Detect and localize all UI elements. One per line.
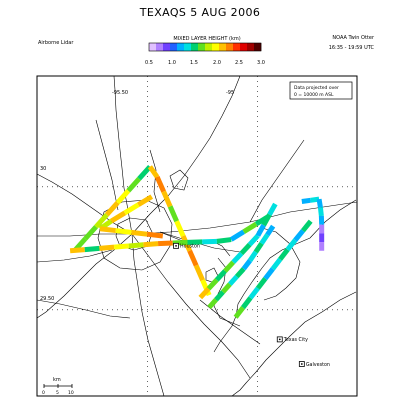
colorbar	[149, 43, 261, 51]
colorbar-swatch	[198, 43, 205, 51]
scale-unit: km	[53, 377, 61, 383]
track-segment	[85, 248, 100, 249]
colorbar-swatch	[254, 43, 261, 51]
map-note-box	[290, 82, 352, 99]
colorbar-swatch	[226, 43, 233, 51]
track-segment	[250, 252, 256, 261]
track-segment	[114, 246, 129, 247]
track-segment	[170, 206, 176, 221]
track-segment	[244, 261, 250, 269]
track-segment	[223, 284, 230, 292]
track-segment	[250, 236, 258, 245]
track-segment	[85, 227, 96, 239]
colorbar-tick: 1.0	[168, 60, 176, 66]
track-segment	[265, 269, 272, 279]
track-segment	[225, 262, 233, 271]
track-segment	[233, 253, 241, 262]
track-segment	[256, 243, 262, 252]
colorbar-swatch	[184, 43, 191, 51]
track-segment	[273, 259, 280, 269]
flight-tracks	[70, 167, 322, 318]
track-segment	[118, 191, 129, 203]
track-segment	[230, 277, 237, 285]
track-segment	[302, 200, 311, 201]
track-segment	[258, 225, 264, 236]
track-segment	[164, 192, 170, 207]
track-segment	[267, 226, 273, 235]
colorbar-swatch	[149, 43, 156, 51]
track-segment	[190, 251, 196, 266]
track-segment	[320, 207, 321, 216]
track-segment	[111, 213, 125, 221]
scale-tick: 10	[68, 391, 74, 396]
colorbar-swatch	[233, 43, 240, 51]
track-segment	[262, 235, 268, 244]
colorbar-swatch	[219, 43, 226, 51]
colorbar-swatch	[247, 43, 254, 51]
colorbar-swatch	[212, 43, 219, 51]
track-segment	[209, 300, 216, 308]
scale-tick: 0	[42, 391, 45, 396]
track-segment	[280, 250, 287, 260]
track-segment	[288, 240, 296, 249]
track-segment	[125, 205, 139, 213]
track-segment	[129, 245, 144, 246]
colorbar-swatch	[170, 43, 177, 51]
track-segment	[99, 247, 114, 248]
county-line	[37, 300, 130, 318]
colorbar-tick: 0.5	[145, 60, 153, 66]
colorbar-swatch	[240, 43, 247, 51]
lat-label: 29.50	[40, 296, 55, 302]
track-segment	[100, 229, 116, 231]
city-label: Houston	[180, 244, 200, 250]
track-segment	[128, 179, 139, 191]
aircraft-label: NOAA Twin Otter	[332, 35, 374, 41]
track-segment	[237, 269, 244, 277]
track-segment	[236, 308, 243, 318]
track-segment	[303, 221, 311, 230]
track-segment	[173, 242, 188, 243]
track-segment	[295, 231, 303, 240]
track-segment	[231, 232, 244, 240]
scale-tick: 5	[56, 391, 59, 396]
city-marker-dot	[175, 245, 177, 247]
track-segment	[244, 224, 257, 232]
us-59-northeast	[132, 76, 240, 234]
coastline	[232, 292, 356, 396]
track-segment	[217, 240, 231, 242]
note-line-2: 0 = 10000 m ASL	[294, 93, 334, 98]
track-segment	[202, 241, 217, 242]
track-segment	[200, 289, 208, 298]
instrument-label: Airborne Lidar	[38, 40, 74, 46]
road-east	[250, 140, 304, 222]
track-segment	[107, 203, 118, 215]
colorbar-swatch	[163, 43, 170, 51]
track-segment	[258, 279, 265, 289]
colorbar-swatch	[177, 43, 184, 51]
page-title: TEXAQS 5 AUG 2006	[139, 6, 261, 19]
track-segment	[270, 204, 276, 215]
lat-label: 30	[40, 166, 47, 172]
colorbar-swatch	[156, 43, 163, 51]
road-north-west	[96, 120, 118, 210]
track-segment	[319, 199, 320, 207]
colorbar-swatch	[191, 43, 198, 51]
track-segment	[138, 197, 152, 205]
colorbar-tick: 1.5	[190, 60, 198, 66]
track-segment	[216, 292, 223, 300]
city-label: Galveston	[305, 362, 330, 368]
colorbar-tick: 2.5	[235, 60, 243, 66]
track-segment	[70, 250, 85, 251]
colorbar-tick: 2.0	[213, 60, 221, 66]
track-segment	[217, 271, 225, 280]
track-segment	[158, 243, 173, 244]
track-segment	[241, 245, 249, 254]
city-label: Texas City	[283, 338, 308, 344]
track-segment	[131, 232, 147, 234]
colorbar-tick: 3.0	[257, 60, 265, 66]
track-segment	[196, 266, 202, 281]
colorbar-title: MIXED LAYER HEIGHT (km)	[173, 36, 241, 42]
colorbar-swatch	[205, 43, 212, 51]
track-segment	[177, 221, 183, 236]
note-line-1: Data projected over	[294, 86, 339, 91]
city-marker-dot	[301, 363, 303, 365]
track-segment	[150, 167, 157, 177]
lon-label: -95.50	[112, 90, 129, 96]
track-segment	[143, 244, 158, 245]
track-segment	[243, 298, 250, 308]
interstate-10	[37, 202, 357, 236]
city-marker-dot	[279, 338, 281, 340]
time-range-label: 16:35 - 19:59 UTC	[328, 45, 374, 51]
track-segment	[187, 242, 202, 243]
track-segment	[147, 234, 163, 236]
scale-bar	[42, 377, 74, 396]
sh-288	[132, 234, 164, 396]
track-segment	[250, 288, 257, 298]
track-segment	[157, 177, 163, 192]
track-segment	[116, 231, 132, 233]
lon-label: -95	[226, 90, 235, 96]
